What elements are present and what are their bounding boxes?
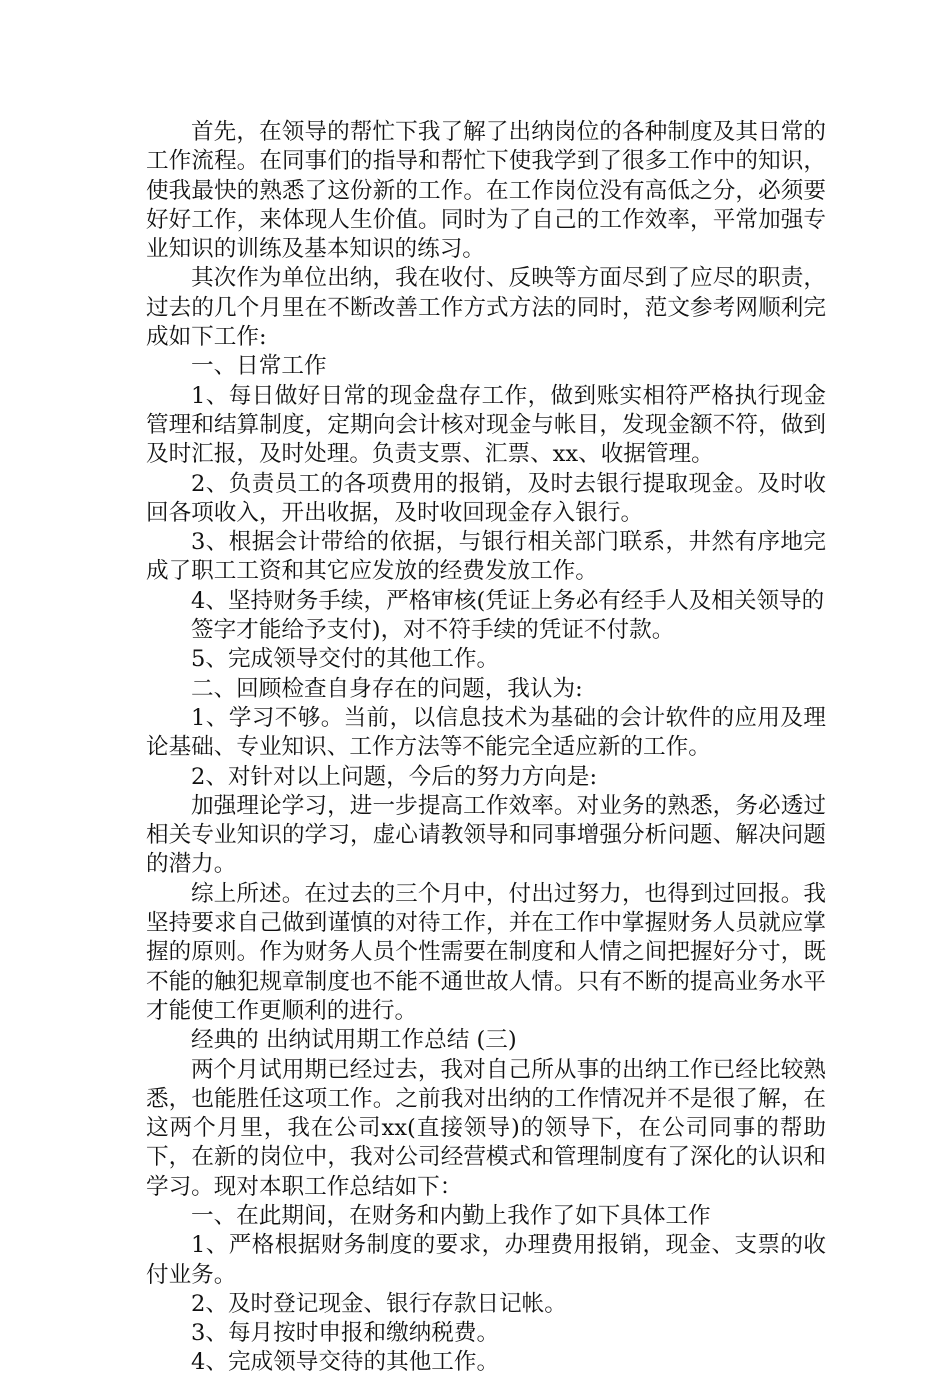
section-heading-daily-work: 一、日常工作 [191, 353, 327, 380]
list-item-daily-2: 2、负责员工的各项费用的报销，及时去银行提取现金。及时收回各项收入，开出收据，及时收回现金存入银行。 [146, 470, 826, 526]
list-item-daily-4: 4、坚持财务手续，严格审核(凭证上务必有经手人及相关领导的 [191, 587, 825, 614]
list-item-specific-3: 3、每月按时申报和缴纳税费。 [191, 1320, 500, 1347]
paragraph-intro-second: 其次作为单位出纳，我在收付、反映等方面尽到了应尽的职责，过去的几个月里在不断改善工作方式方法的同时，范文参考网顺利完成如下工作: [146, 265, 826, 351]
paragraph-improvement: 加强理论学习，进一步提高工作效率。对业务的熟悉，务必透过相关专业知识的学习，虚心请教领导和同事增强分析问题、解决问题的潜力。 [146, 792, 826, 878]
list-item-review-2: 2、对针对以上问题，今后的努力方向是: [191, 763, 598, 790]
list-item-daily-1: 1、每日做好日常的现金盘存工作，做到账实相符严格执行现金管理和结算制度，定期向会计核对现金与帐目，发现金额不符，做到及时汇报，及时处理。负责支票、汇票、xx、收据管理。 [146, 382, 826, 468]
list-item-specific-1: 1、严格根据财务制度的要求，办理费用报销，现金、支票的收付业务。 [146, 1232, 826, 1288]
section-title-part-three: 经典的 出纳试用期工作总结 (三) [191, 1027, 517, 1054]
paragraph-summary: 综上所述。在过去的三个月中，付出过努力，也得到过回报。我坚持要求自己做到谨慎的对待工作，并在工作中掌握财务人员就应掌握的原则。作为财务人员个性需要在制度和人情之间把握好分寸，既不能的触犯规章制度也不能不通世故人情。只有不断的提高业务水平才能使工作更顺利的进行。 [146, 880, 826, 1024]
paragraph-intro-first: 首先，在领导的帮忙下我了解了出纳岗位的各种制度及其日常的工作流程。在同事们的指导和帮忙下使我学到了很多工作中的知识，使我最快的熟悉了这份新的工作。在工作岗位没有高低之分，必须要好好工作，来体现人生价值。同时为了自己的工作效率，平常加强专业知识的训练及基本知识的练习。 [146, 119, 826, 263]
list-item-review-1: 1、学习不够。当前，以信息技术为基础的会计软件的应用及理论基础、专业知识、工作方法等不能完全适应新的工作。 [146, 704, 826, 761]
list-item-specific-4: 4、完成领导交待的其他工作。 [191, 1349, 500, 1376]
section-heading-review: 二、回顾检查自身存在的问题，我认为: [191, 675, 583, 702]
list-item-daily-3: 3、根据会计带给的依据，与银行相关部门联系，井然有序地完成了职工工资和其它应发放的经费发放工作。 [146, 529, 826, 585]
paragraph-probation-intro: 两个月试用期已经过去，我对自己所从事的出纳工作已经比较熟悉，也能胜任这项工作。之前我对出纳的工作情况并不是很了解，在这两个月里，我在公司xx(直接领导)的领导下，在公司同事的帮助下，在新的岗位中，我对公司经营模式和管理制度有了深化的认识和学习。现对本职工作总结如下： [146, 1056, 826, 1200]
document-body [146, 118, 826, 1378]
section-heading-specific-work: 一、在此期间，在财务和内勤上我作了如下具体工作 [191, 1202, 711, 1229]
list-item-daily-4-continued: 签字才能给予支付)，对不符手续的凭证不付款。 [191, 617, 675, 644]
list-item-daily-5: 5、完成领导交付的其他工作。 [191, 646, 500, 673]
list-item-specific-2: 2、及时登记现金、银行存款日记帐。 [191, 1290, 567, 1317]
